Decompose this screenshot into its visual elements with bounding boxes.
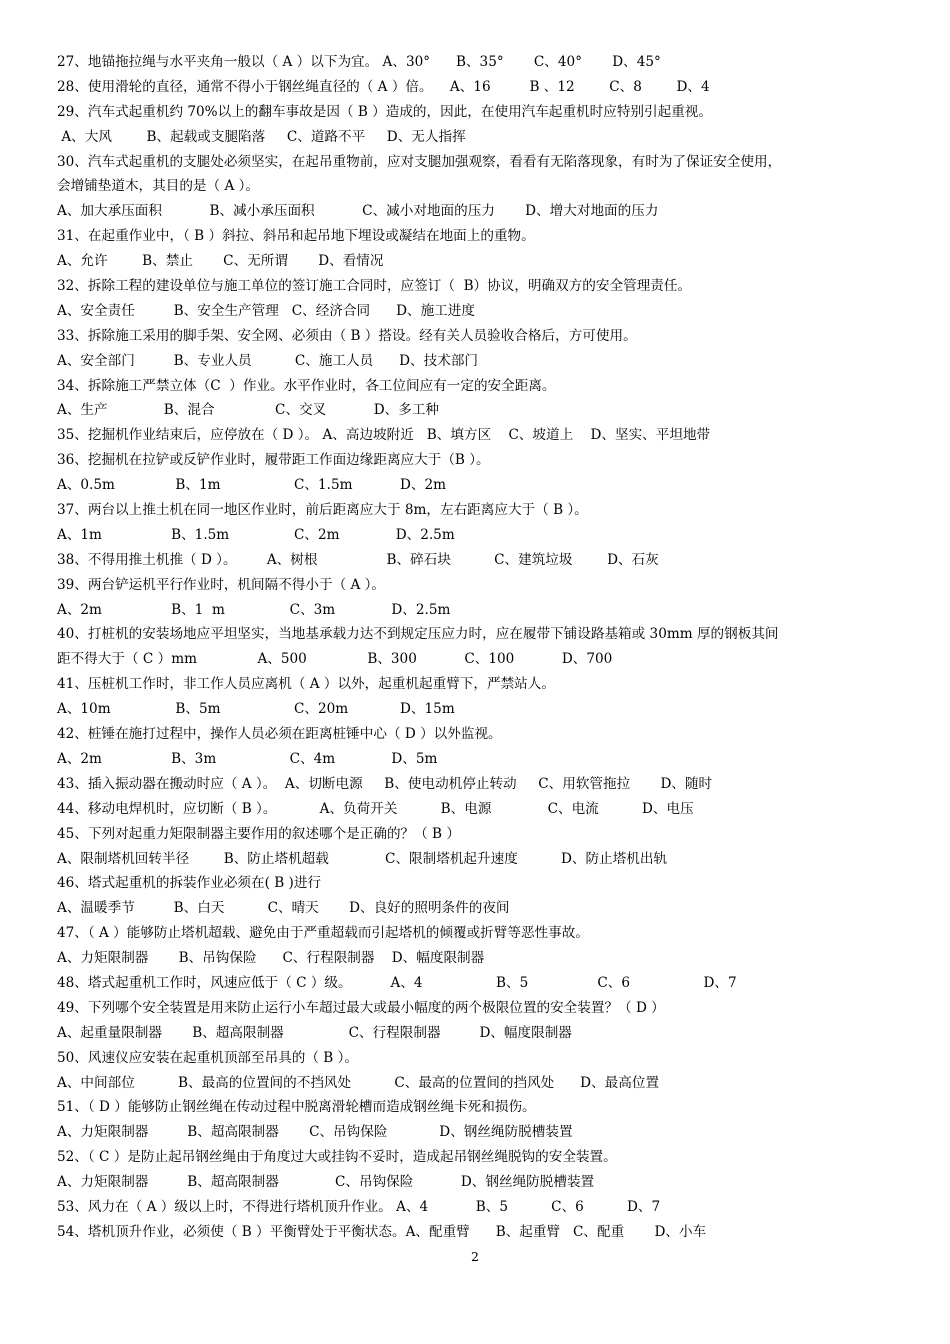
text-line: 43、插入振动器在搬动时应（ A ）。 A、切断电源 B、使电动机停止转动 C、用软管拖拉 D、随时 bbox=[57, 775, 713, 792]
text-line: 46、塔式起重机的拆装作业必须在( B )进行 bbox=[57, 875, 322, 892]
text-line: A、温暖季节 B、白天 C、晴天 D、良好的照明条件的夜间 bbox=[57, 900, 510, 917]
text-line: 27、地锚拖拉绳与水平夹角一般以（ A ）以下为宜。 A、30° B、35° C、40° D、45° bbox=[57, 54, 661, 70]
text-line: 29、汽车式起重机约 70%以上的翻车事故是因（ B ）造成的，因此，在使用汽车起重机时应特别引起重视。 bbox=[57, 103, 712, 120]
text-line: 45、下列对起重力矩限制器主要作用的叙述哪个是正确的？（ B ） bbox=[57, 825, 460, 842]
text-line: A、力矩限制器 B、超高限制器 C、吊钩保险 D、钢丝绳防脱槽装置 bbox=[57, 1124, 573, 1141]
text-line: 36、挖掘机在拉铲或反铲作业时，履带距工作面边缘距离应大于（B ）。 bbox=[57, 452, 490, 469]
text-line: 40、打桩机的安装场地应平坦坚实，当地基承载力达不到规定压应力时，应在履带下铺设路基箱或 30mm 厚的钢板其间 bbox=[57, 626, 779, 643]
text-line: 30、汽车式起重机的支腿处必须坚实，在起吊重物前，应对支腿加强观察，看看有无陷落现象，有时为了保证安全使用， bbox=[57, 153, 782, 170]
text-line: A、允许 B、禁止 C、无所谓 D、看情况 bbox=[57, 253, 384, 270]
text-line: 48、塔式起重机工作时，风速应低于（ C ）级。 A、4 B、5 C、6 D、7 bbox=[57, 974, 737, 991]
text-line: A、加大承压面积 B、减小承压面积 C、减小对地面的压力 D、增大对地面的压力 bbox=[57, 203, 659, 220]
text-line: 33、拆除施工采用的脚手架、安全网、必须由（ B ）搭设。经有关人员验收合格后，方可使用。 bbox=[57, 327, 637, 344]
text-line: 距不得大于（ C ）mm A、500 B、300 C、100 D、700 bbox=[57, 651, 613, 668]
text-line: 50、风速仪应安装在起重机顶部至吊具的（ B ）。 bbox=[57, 1049, 359, 1066]
text-line: 会增铺垫道木，其目的是（ A ）。 bbox=[57, 178, 259, 195]
text-line: 44、移动电焊机时，应切断（ B ）。 A、负荷开关 B、电源 C、电流 D、电压 bbox=[57, 800, 694, 817]
text-line: 39、两台铲运机平行作业时，机间隔不得小于（ A ）。 bbox=[57, 576, 386, 593]
text-line: 54、塔机顶升作业，必须使（ B ）平衡臂处于平衡状态。A、配重臂 B、起重臂 C、配重 D、小车 bbox=[57, 1223, 707, 1240]
text-line: 42、桩锤在施打过程中，操作人员必须在距离桩锤中心（ D ）以外监视。 bbox=[57, 726, 502, 743]
page-number: 2 bbox=[471, 1249, 479, 1264]
text-line: A、2m B、1 m C、3m D、2.5m bbox=[57, 601, 451, 618]
text-line: 47、（ A ）能够防止塔机超载、避免由于严重超载而引起塔机的倾覆或折臂等恶性事故。 bbox=[57, 925, 589, 942]
text-line: 38、不得用推土机推（ D ）。 A、树根 B、碎石块 C、建筑垃圾 D、石灰 bbox=[57, 551, 659, 568]
text-line: 49、下列哪个安全装置是用来防止运行小车超过最大或最小幅度的两个极限位置的安全装置？（ D ） bbox=[57, 999, 665, 1016]
text-line: 31、在起重作业中，（ B ）斜拉、斜吊和起吊地下埋设或凝结在地面上的重物。 bbox=[57, 228, 535, 245]
text-line: 53、风力在（ A ）级以上时，不得进行塔机顶升作业。 A、4 B、5 C、6 D、7 bbox=[57, 1198, 661, 1215]
text-line: A、安全部门 B、专业人员 C、施工人员 D、技术部门 bbox=[57, 352, 479, 369]
text-line: A、中间部位 B、最高的位置间的不挡风处 C、最高的位置间的挡风处 D、最高位置 bbox=[57, 1074, 660, 1091]
text-line: 32、拆除工程的建设单位与施工单位的签订施工合同时，应签订（ B）协议，明确双方的安全管理责任。 bbox=[57, 278, 692, 295]
text-line: 41、压桩机工作时，非工作人员应离机（ A ）以外，起重机起重臂下，严禁站人。 bbox=[57, 676, 555, 693]
text-line: 51、（ D ）能够防止钢丝绳在传动过程中脱离滑轮槽而造成钢丝绳卡死和损伤。 bbox=[57, 1099, 536, 1116]
text-line: A、1m B、1.5m C、2m D、2.5m bbox=[57, 526, 455, 543]
text-line: A、2m B、3m C、4m D、5m bbox=[57, 750, 438, 767]
text-line: 37、两台以上推土机在同一地区作业时，前后距离应大于 8m，左右距离应大于（ B ）。 bbox=[57, 502, 588, 519]
text-line: A、0.5m B、1m C、1.5m D、2m bbox=[57, 477, 447, 494]
text-line: A、力矩限制器 B、吊钩保险 C、行程限制器 D、幅度限制器 bbox=[57, 950, 485, 967]
text-line: 28、使用滑轮的直径，通常不得小于钢丝绳直径的（ A ）倍。 A、16 B 、12 C、8 D、4 bbox=[57, 78, 710, 95]
question-list bbox=[57, 50, 917, 1245]
text-line: A、力矩限制器 B、超高限制器 C、吊钩保险 D、钢丝绳防脱槽装置 bbox=[57, 1174, 595, 1191]
text-line: A、限制塔机回转半径 B、防止塔机超载 C、限制塔机起升速度 D、防止塔机出轨 bbox=[57, 850, 668, 867]
text-line: 52、（ C ）是防止起吊钢丝绳由于角度过大或挂钩不妥时，造成起吊钢丝绳脱钩的安全装置。 bbox=[57, 1149, 617, 1166]
text-line: A、生产 B、混合 C、交叉 D、多工种 bbox=[57, 402, 440, 419]
text-line: 35、挖掘机作业结束后，应停放在（ D ）。 A、高边坡附近 B、填方区 C、坡道上 D、坚实、平坦地带 bbox=[57, 427, 711, 444]
text-line: A、大风 B、起载或支腿陷落 C、道路不平 D、无人指挥 bbox=[57, 128, 466, 145]
text-line: A、起重量限制器 B、超高限制器 C、行程限制器 D、幅度限制器 bbox=[57, 1024, 572, 1041]
text-line: A、10m B、5m C、20m D、15m bbox=[57, 701, 455, 718]
text-line: A、安全责任 B、安全生产管理 C、经济合同 D、施工进度 bbox=[57, 302, 475, 319]
text-line: 34、拆除施工严禁立体（C ）作业。水平作业时，各工位间应有一定的安全距离。 bbox=[57, 377, 556, 394]
